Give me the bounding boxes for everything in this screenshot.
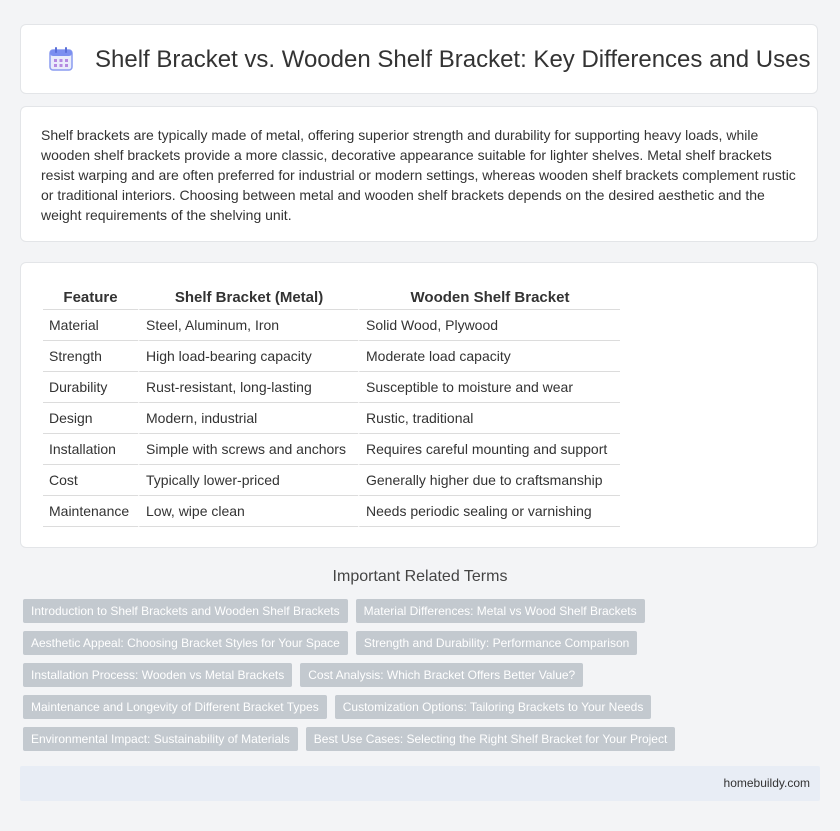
related-term-tag[interactable]: Aesthetic Appeal: Choosing Bracket Styles for Your Space	[23, 631, 348, 655]
feature-cell: Strength	[43, 341, 138, 372]
intro-card	[20, 106, 818, 242]
table-row	[43, 465, 620, 496]
metal-cell: Steel, Aluminum, Iron	[138, 310, 358, 341]
table-row	[43, 341, 620, 372]
metal-cell: Low, wipe clean	[138, 496, 358, 527]
related-term-tag[interactable]: Material Differences: Metal vs Wood Shelf Brackets	[356, 599, 645, 623]
related-term-tag[interactable]: Installation Process: Wooden vs Metal Brackets	[23, 663, 292, 687]
table-row	[43, 434, 620, 465]
table-header-row	[43, 285, 620, 310]
feature-cell: Installation	[43, 434, 138, 465]
tag-row	[23, 599, 823, 623]
table-row	[43, 403, 620, 434]
metal-cell: Rust-resistant, long-lasting	[138, 372, 358, 403]
wooden-cell: Requires careful mounting and support	[358, 434, 620, 465]
footer-site[interactable]: homebuildy.com	[723, 776, 810, 790]
related-term-tag[interactable]: Cost Analysis: Which Bracket Offers Better Value?	[300, 663, 583, 687]
feature-cell: Maintenance	[43, 496, 138, 527]
page-title: Shelf Bracket vs. Wooden Shelf Bracket: Key Differences and Uses	[95, 46, 811, 73]
related-term-tag[interactable]: Introduction to Shelf Brackets and Wooden Shelf Brackets	[23, 599, 348, 623]
feature-cell: Material	[43, 310, 138, 341]
related-term-tag[interactable]: Environmental Impact: Sustainability of Materials	[23, 727, 298, 751]
header-wooden: Wooden Shelf Bracket	[358, 285, 620, 310]
footer	[20, 766, 820, 801]
metal-cell: Simple with screws and anchors	[138, 434, 358, 465]
intro-text: Shelf brackets are typically made of metal, offering superior strength and durability for supporting heavy loads, while wooden shelf brackets provide a more classic, decorative appearance suitable for lighter shelves. Metal shelf brackets resist warping and are often preferred for industrial or modern settings, whereas wooden shelf brackets complement rustic or traditional interiors. Choosing between metal and wooden shelf brackets depends on the desired aesthetic and the weight requirements of the shelving unit.	[41, 127, 796, 223]
wooden-cell: Rustic, traditional	[358, 403, 620, 434]
tag-row	[23, 695, 823, 719]
related-terms-title: Important Related Terms	[332, 568, 508, 585]
tag-row	[23, 727, 823, 751]
table-row	[43, 310, 620, 341]
header-feature: Feature	[43, 285, 138, 310]
comparison-card	[20, 262, 818, 548]
feature-cell: Design	[43, 403, 138, 434]
table-row	[43, 496, 620, 527]
wooden-cell: Generally higher due to craftsmanship	[358, 465, 620, 496]
related-term-tag[interactable]: Best Use Cases: Selecting the Right Shelf Bracket for Your Project	[306, 727, 676, 751]
tag-row	[23, 663, 823, 687]
header-metal: Shelf Bracket (Metal)	[138, 285, 358, 310]
related-term-tag[interactable]: Customization Options: Tailoring Brackets to Your Needs	[335, 695, 652, 719]
metal-cell: Typically lower-priced	[138, 465, 358, 496]
header-card	[20, 24, 818, 94]
table-row	[43, 372, 620, 403]
wooden-cell: Susceptible to moisture and wear	[358, 372, 620, 403]
tag-row	[23, 631, 823, 655]
feature-cell: Durability	[43, 372, 138, 403]
metal-cell: Modern, industrial	[138, 403, 358, 434]
wooden-cell: Needs periodic sealing or varnishing	[358, 496, 620, 527]
wooden-cell: Solid Wood, Plywood	[358, 310, 620, 341]
wooden-cell: Moderate load capacity	[358, 341, 620, 372]
related-terms-list	[23, 599, 823, 759]
related-term-tag[interactable]: Maintenance and Longevity of Different Bracket Types	[23, 695, 327, 719]
feature-cell: Cost	[43, 465, 138, 496]
comparison-table	[43, 285, 620, 527]
related-term-tag[interactable]: Strength and Durability: Performance Comparison	[356, 631, 637, 655]
metal-cell: High load-bearing capacity	[138, 341, 358, 372]
calendar-icon	[47, 45, 75, 73]
